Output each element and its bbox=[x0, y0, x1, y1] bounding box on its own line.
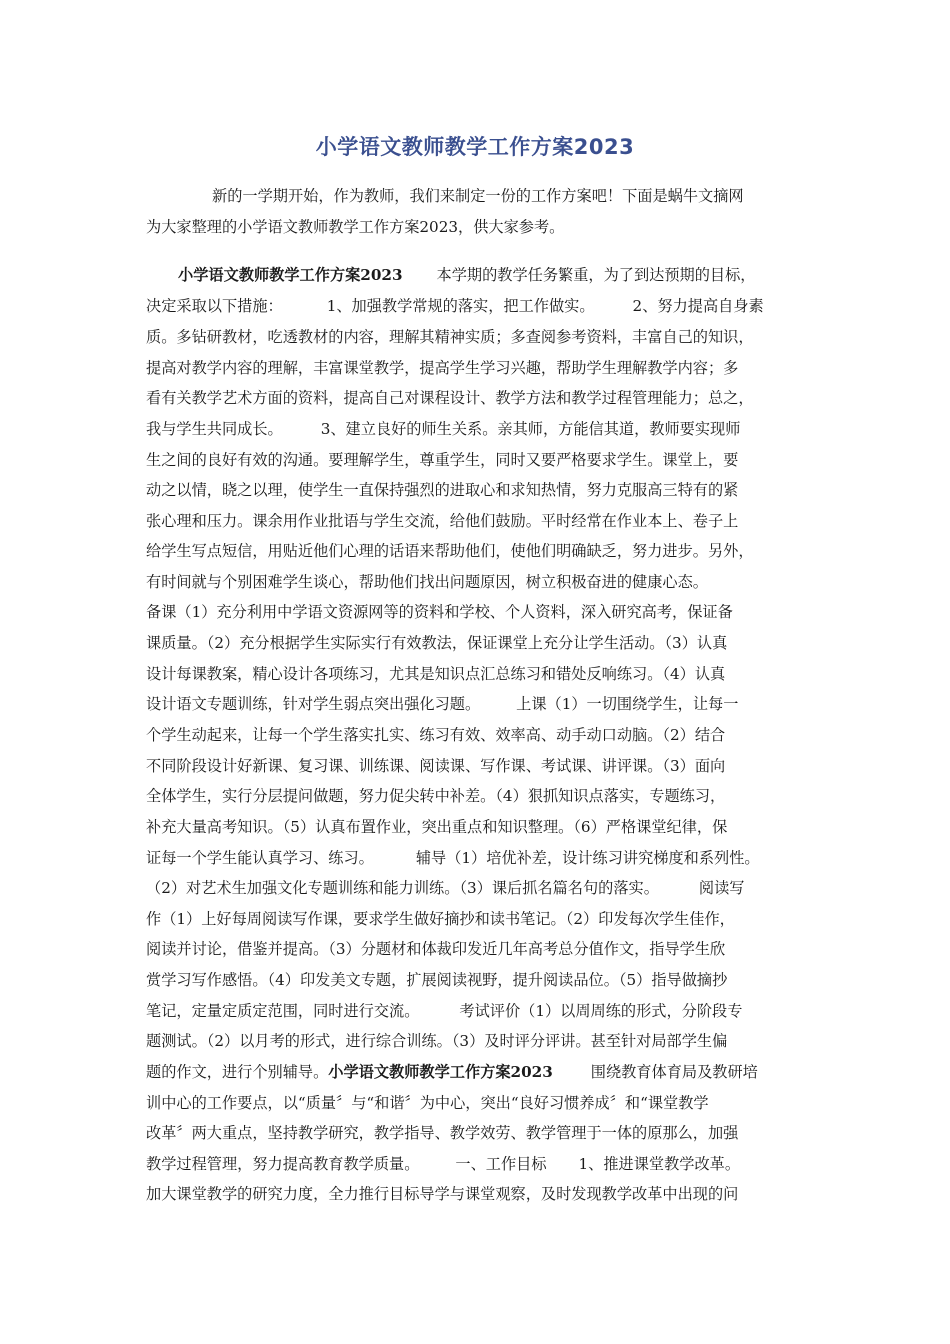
text: 2、努力提高自身素 bbox=[632, 297, 764, 315]
body-line: 改革〞两大重点，坚持教学研究，教学指导、教学效劳、教学管理于一体的原那么，加强 bbox=[146, 1124, 739, 1142]
intro-line-2: 为大家整理的小学语文教师教学工作方案2023，供大家参考。 bbox=[146, 218, 565, 236]
body-line: 给学生写点短信，用贴近他们心理的话语来帮助他们，使他们明确缺乏，努力进步。另外， bbox=[146, 542, 754, 560]
text: 1、推进课堂教学改革。 bbox=[578, 1155, 741, 1173]
text: 题的作文，进行个别辅导。 bbox=[146, 1063, 329, 1081]
body-line bbox=[146, 878, 744, 898]
body-line: 课质量。（2）充分根据学生实际实行有效教法，保证课堂上充分让学生活动。（3）认真 bbox=[146, 634, 728, 652]
text: 1、加强教学常规的落实，把工作做实。 bbox=[326, 297, 595, 315]
body-line: 备课（1）充分利用中学语文资源网等的资料和学校、个人资料，深入研究高考，保证备 bbox=[146, 603, 733, 621]
text: 辅导（1）培优补差，设计练习讲究梯度和系列性。 bbox=[415, 849, 760, 867]
body-line bbox=[146, 694, 738, 714]
body-line: 质。多钻研教材，吃透教材的内容，理解其精神实质；多查阅参考资料，丰富自己的知识， bbox=[146, 328, 754, 346]
text: 我与学生共同成长。 bbox=[146, 420, 283, 438]
text: 上课（1）一切围绕学生，让每一 bbox=[516, 695, 739, 713]
body-line: 作（1）上好每周阅读写作课，要求学生做好摘抄和读书笔记。（2）印发每次学生佳作， bbox=[146, 910, 735, 928]
body-line: 个学生动起来，让每一个学生落实扎实、练习有效、效率高、动手动口动脑。（2）结合 bbox=[146, 726, 726, 744]
text: 阅读写 bbox=[698, 879, 745, 897]
body-line bbox=[146, 419, 740, 439]
section-heading: 小学语文教师教学工作方案2023 bbox=[328, 1063, 553, 1081]
body-line: 动之以情，晓之以理，使学生一直保持强烈的进取心和求知热情，努力克服高三特有的紧 bbox=[146, 481, 739, 499]
text: 设计语文专题训练，针对学生弱点突出强化习题。 bbox=[146, 695, 481, 713]
text: 围绕教育体育局及教研培 bbox=[590, 1063, 758, 1081]
text: 证每一个学生能认真学习、练习。 bbox=[146, 849, 374, 867]
body-line: 生之间的良好有效的沟通。要理解学生，尊重学生，同时又要严格要求学生。课堂上，要 bbox=[146, 451, 739, 469]
text: 笔记，定量定质定范围，同时进行交流。 bbox=[146, 1002, 420, 1020]
body-line: 全体学生，实行分层提问做题，努力促尖转中补差。（4）狠抓知识点落实，专题练习， bbox=[146, 787, 726, 805]
section-heading: 小学语文教师教学工作方案2023 bbox=[178, 266, 403, 284]
body-line: 加大课堂教学的研究力度，全力推行目标导学与课堂观察，及时发现教学改革中出现的问 bbox=[146, 1185, 739, 1203]
text: （2）对艺术生加强文化专题训练和能力训练。（3）课后抓名篇名句的落实。 bbox=[146, 879, 659, 897]
body-line: 补充大量高考知识。（5）认真布置作业，突出重点和知识整理。（6）严格课堂纪律，保 bbox=[146, 818, 728, 836]
text: 一、工作目标 bbox=[455, 1155, 547, 1173]
body-line: 阅读并讨论，借鉴并提高。（3）分题材和体裁印发近几年高考总分值作文，指导学生欣 bbox=[146, 940, 726, 958]
body-line: 提高对教学内容的理解，丰富课堂教学，提高学生学习兴趣，帮助学生理解教学内容；多 bbox=[146, 359, 739, 377]
body-line bbox=[146, 296, 764, 316]
body-line: 赏学习写作感悟。（4）印发美文专题，扩展阅读视野，提升阅读品位。（5）指导做摘抄 bbox=[146, 971, 728, 989]
body-line: 题测试。（2）以月考的形式，进行综合训练。（3）及时评分评讲。甚至针对局部学生偏 bbox=[146, 1032, 728, 1050]
text: 决定采取以下措施： bbox=[146, 297, 283, 315]
body-line bbox=[146, 848, 760, 868]
body-line bbox=[146, 1062, 758, 1082]
page-title: 小学语文教师教学工作方案2023 bbox=[315, 135, 635, 159]
body-line: 张心理和压力。课余用作业批语与学生交流，给他们鼓励。平时经常在作业本上、卷子上 bbox=[146, 512, 739, 530]
body-line: 设计每课教案，精心设计各项练习，尤其是知识点汇总练习和错处反响练习。（4）认真 bbox=[146, 665, 726, 683]
body-line bbox=[146, 1001, 742, 1021]
body-line bbox=[146, 1154, 740, 1174]
text: 3、建立良好的师生关系。亲其师，方能信其道，教师要实现师 bbox=[320, 420, 741, 438]
text: 考试评价（1）以周周练的形式，分阶段专 bbox=[459, 1002, 743, 1020]
text: 本学期的教学任务繁重，为了到达预期的目标， bbox=[436, 266, 756, 284]
body-line: 有时间就与个别困难学生谈心，帮助他们找出问题原因，树立积极奋进的健康心态。 bbox=[146, 573, 708, 591]
text: 教学过程管理，努力提高教育教学质量。 bbox=[146, 1155, 420, 1173]
body-line: 看有关教学艺术方面的资料，提高自己对课程设计、教学方法和教学过程管理能力；总之， bbox=[146, 389, 754, 407]
body-line: 不同阶段设计好新课、复习课、训练课、阅读课、写作课、考试课、讲评课。（3）面向 bbox=[146, 757, 726, 775]
body-line: 训中心的工作要点，以“质量〞与“和谐〞为中心，突出“良好习惯养成〞和“课堂教学 bbox=[146, 1094, 709, 1112]
intro-line-1: 新的一学期开始，作为教师，我们来制定一份的工作方案吧！下面是蜗牛文摘网 bbox=[212, 187, 744, 205]
body-line bbox=[178, 265, 755, 285]
